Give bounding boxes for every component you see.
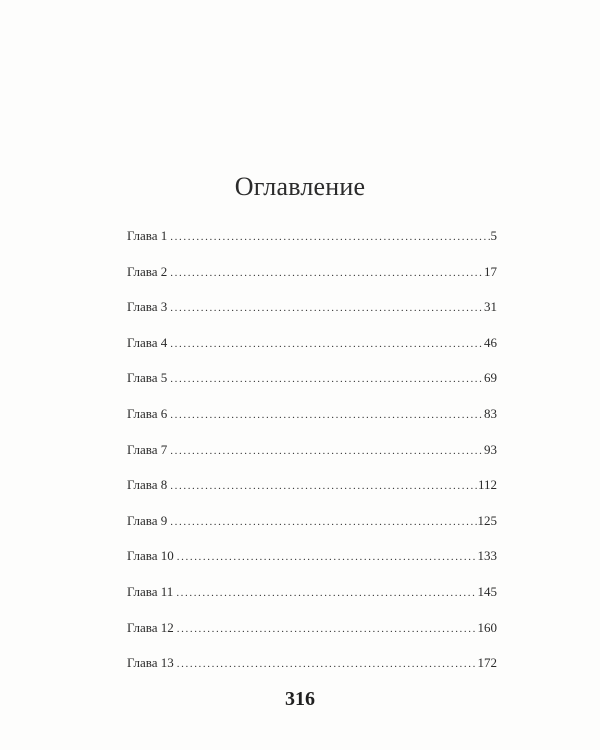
- toc-entry: [127, 299, 497, 319]
- toc-entry-label: Глава 9: [127, 512, 168, 528]
- toc-entry-page: 93: [484, 441, 497, 457]
- toc-entry-label: Глава 4: [127, 334, 168, 350]
- toc-entry-page: 17: [484, 263, 497, 279]
- toc-entry-page: 31: [484, 299, 497, 315]
- toc-entry: [127, 620, 497, 640]
- toc-entry: [127, 406, 497, 426]
- page-number: 316: [285, 688, 315, 710]
- toc-entry: [127, 584, 497, 604]
- toc-entry-label: Глава 7: [127, 441, 168, 457]
- toc-entry: [127, 655, 497, 675]
- toc-entry-page: 133: [477, 548, 497, 564]
- toc-entry: [127, 513, 497, 533]
- toc-entry-label: Глава 12: [127, 619, 174, 635]
- toc-entry-page: 145: [477, 584, 497, 599]
- toc-entry-label: Глава 6: [127, 406, 168, 421]
- toc-entry: [127, 477, 497, 497]
- toc-entry-page: 160: [477, 619, 497, 635]
- toc-entry-label: Глава 10: [127, 548, 174, 564]
- toc-dot-leader: [170, 516, 476, 528]
- toc-entry: [127, 442, 497, 462]
- toc-dot-leader: [170, 267, 483, 279]
- toc-entry: [127, 335, 497, 355]
- toc-entry: [127, 228, 497, 248]
- toc-dot-leader: [177, 658, 477, 670]
- toc-entry-label: Глава 2: [127, 263, 168, 279]
- toc-entry-label: Глава 3: [127, 299, 168, 315]
- toc-entry-label: Глава 13: [127, 655, 174, 671]
- toc-dot-leader: [177, 551, 477, 563]
- toc-entry-page: 69: [484, 370, 497, 386]
- toc-entry: [127, 370, 497, 390]
- toc-entry-page: 172: [477, 655, 497, 671]
- toc-dot-leader: [170, 445, 483, 457]
- toc-entry-page: 5: [490, 228, 497, 243]
- toc-dot-leader: [170, 373, 483, 385]
- toc-dot-leader: [177, 623, 477, 635]
- toc-entry-page: 83: [484, 406, 497, 421]
- toc-dot-leader: [170, 480, 477, 492]
- toc-dot-leader: [170, 302, 483, 314]
- toc-dot-leader: [170, 409, 483, 421]
- toc-entry-label: Глава 1: [127, 228, 168, 243]
- toc-entry-page: 46: [484, 334, 497, 350]
- page-title: Оглавление: [234, 172, 366, 201]
- toc-entry: [127, 264, 497, 284]
- toc-entry-label: Глава 8: [127, 477, 168, 493]
- toc-entry: [127, 548, 497, 568]
- toc-dot-leader: [170, 231, 489, 243]
- toc-dot-leader: [170, 338, 483, 350]
- toc-dot-leader: [176, 587, 476, 599]
- toc-entry-page: 112: [477, 477, 497, 493]
- toc-entry-page: 125: [477, 512, 497, 528]
- toc-entry-label: Глава 11: [127, 584, 174, 599]
- toc-entry-label: Глава 5: [127, 370, 168, 386]
